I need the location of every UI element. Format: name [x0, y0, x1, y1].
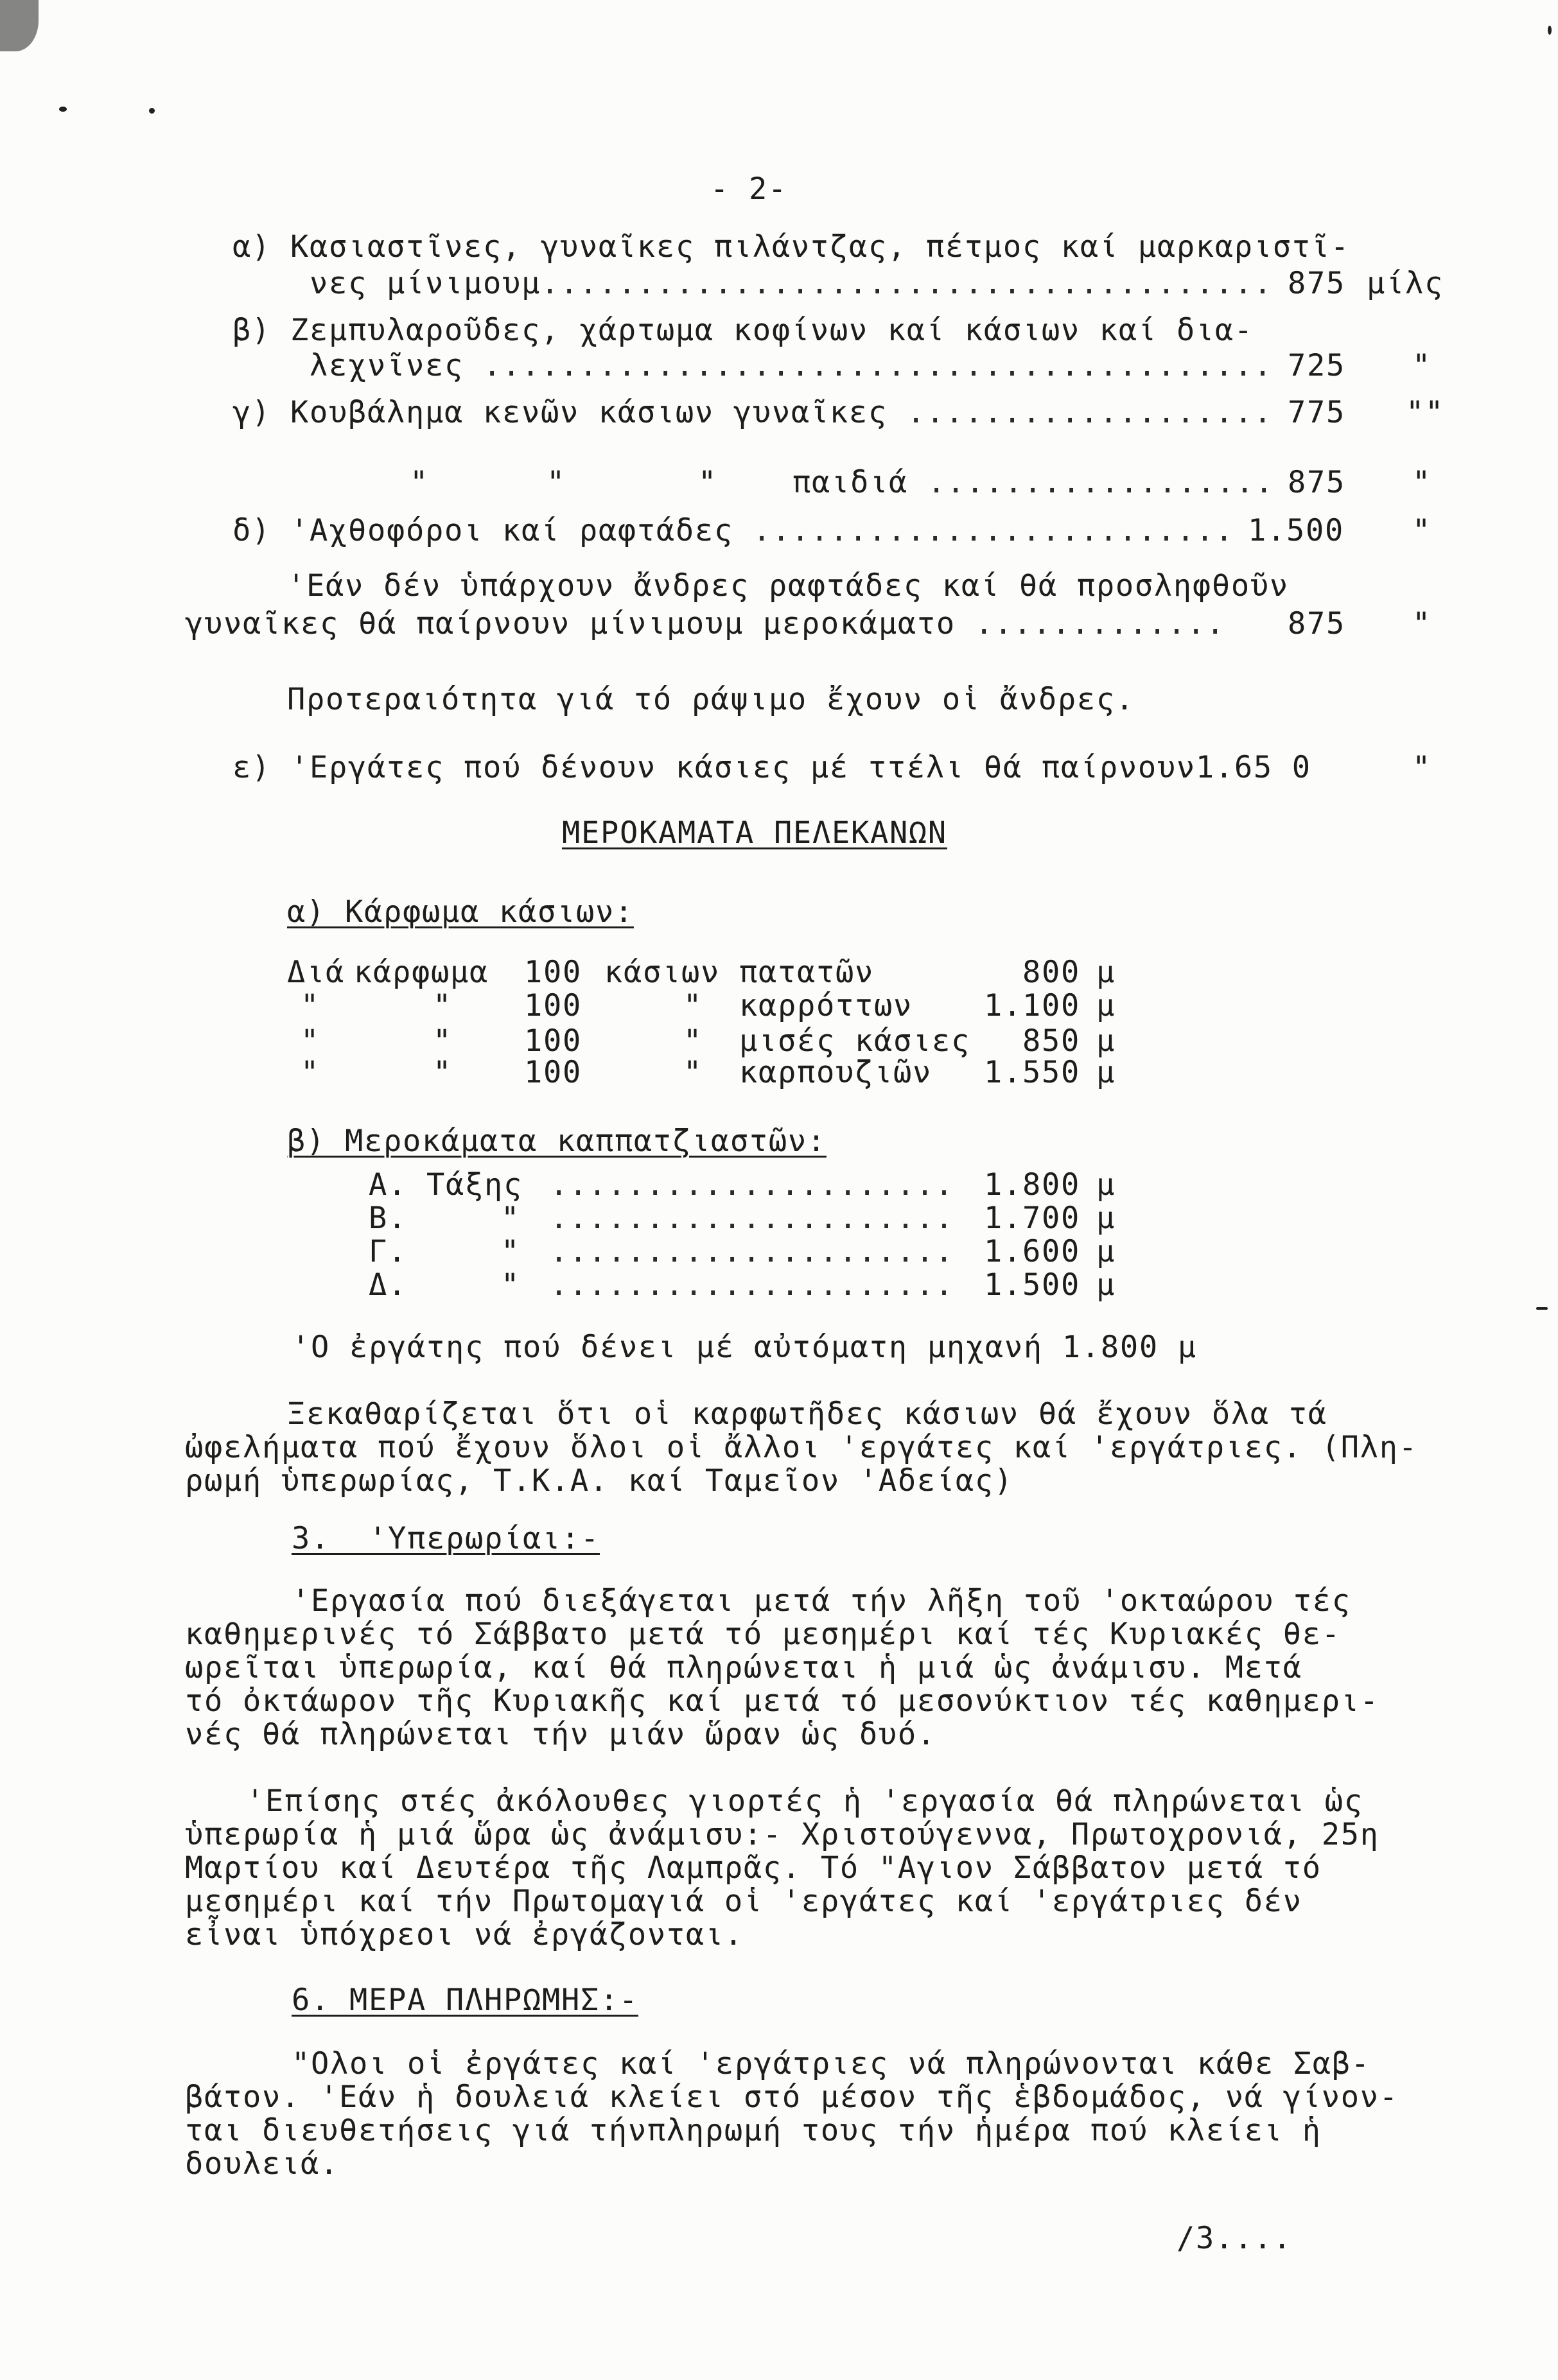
rate-e-unit: " [1412, 750, 1431, 785]
overtime-heading: 3. 'Υπερωρίαι:- [292, 1521, 600, 1556]
grade-unit: μ [1096, 1167, 1116, 1203]
nailing-value: 800 [1022, 955, 1080, 990]
dot-leader [550, 1201, 950, 1237]
rate-a-line2: νες μίνιμουμ [310, 266, 541, 301]
dot-leader [927, 465, 1273, 501]
ditto-mark: " [683, 988, 703, 1023]
ditto-mark: " [410, 465, 429, 500]
rate-c-children-unit: " [1412, 465, 1431, 500]
nailing-unit: μ [1096, 955, 1116, 990]
section-title-pelekanon: ΜΕΡΟΚΑΜΑΤΑ ΠΕΛΕΚΑΝΩΝ [562, 815, 947, 851]
nailing-unit: μ [1096, 988, 1116, 1023]
rate-b-value: 725 [1288, 348, 1345, 383]
scan-speck [149, 108, 155, 114]
women-tailors-line2: γυναῖκες θά παίρνουν μίνιμουμ μεροκάματο [185, 606, 956, 641]
rate-e-label: ε) 'Εργάτες πού δένουν κάσιες μέ ττέλι θά παίρνουν [232, 750, 1196, 785]
overtime-para2-line: ὑπερωρία ἡ μιά ὥρα ὡς ἀνάμισυ:- Χριστούγεννα, Πρωτοχρονιά, 25η [185, 1817, 1379, 1852]
overtime-para1-line: τό ὀκτάωρον τῆς Κυριακῆς καί μετά τό μεσονύκτιον τές καθημερι- [185, 1683, 1379, 1719]
women-tailors-unit: " [1412, 606, 1431, 641]
grade-label: Β. [369, 1201, 407, 1236]
dot-leader [550, 1167, 950, 1203]
scan-speck [1536, 1307, 1548, 1310]
dot-leader [483, 348, 1273, 384]
dot-leader [907, 395, 1273, 431]
grade-unit: μ [1096, 1234, 1116, 1269]
women-tailors-line1: 'Εάν δέν ὑπάρχουν ἄνδρες ραφτάδες καί θά προσληφθοῦν [287, 568, 1289, 604]
grade-class: Τάξης [426, 1167, 523, 1203]
nailing-cell: Διά [287, 955, 345, 990]
overtime-para2-line: μεσημέρι καί τήν Πρωτομαγιά οἱ 'εργάτες καί 'εργάτριες δέν [185, 1884, 1302, 1919]
priority-note: Προτεραιότητα γιά τό ράψιμο ἔχουν οἱ ἄνδρες. [287, 682, 1135, 717]
grade-value: 1.800 [984, 1167, 1080, 1203]
nailing-unit: μ [1096, 1055, 1116, 1090]
ditto-mark: " [433, 1023, 452, 1059]
machine-worker-rate: 'Ο ἐργάτης πού δένει μέ αὐτόματη μηχανή 1.800 μ [292, 1330, 1197, 1365]
dot-leader [550, 1267, 950, 1303]
rate-c-value: 775 [1288, 395, 1345, 430]
scan-speck [59, 107, 67, 112]
dot-leader [753, 513, 1234, 549]
rate-b-line1: β) Ζεμπυλαροῦδες, χάρτωμα κοφίνων καί κάσιων καί δια- [232, 313, 1254, 348]
rate-b-unit: " [1412, 348, 1431, 383]
nailing-cell: κάρφωμα [354, 955, 489, 990]
continued-marker: /3.... [1177, 2221, 1292, 2256]
page-number: - 2- [710, 171, 787, 207]
rate-e-value: 1.65 0 [1195, 750, 1311, 785]
overtime-para1-line: καθημερινές τό Σάββατο μετά τό μεσημέρι καί τές Κυριακές θε- [185, 1617, 1341, 1652]
overtime-para2-line: Μαρτίου καί Δευτέρα τῆς Λαμπρᾶς. Τό "Αγιον Σάββατον μετά τό [185, 1850, 1322, 1886]
rate-c-label: γ) Κουβάλημα κενῶν κάσιων γυναῖκες [232, 395, 888, 430]
overtime-para1-line: ωρεῖται ὑπερωρία, καί θά πληρώνεται ἡ μιά ὡς ἀνάμισυ. Μετά [185, 1650, 1302, 1685]
nailing-item: πατατῶν [739, 955, 874, 990]
kappatziastes-heading: β) Μεροκάματα καππατζιαστῶν: [287, 1124, 827, 1159]
rate-a-line1: α) Κασιαστῖνες, γυναῖκες πιλάντζας, πέτμος καί μαρκαριστῖ- [232, 229, 1350, 265]
payday-heading: 6. ΜΕΡΑ ΠΛΗΡΩΜΗΣ:- [292, 1983, 638, 2018]
ditto-mark: " [301, 1055, 320, 1090]
ditto-mark: " [501, 1201, 520, 1236]
overtime-para2-line: εἶναι ὑπόχρεοι νά ἐργάζονται. [185, 1917, 744, 1952]
dot-leader [975, 606, 1227, 642]
grade-label: Α. [369, 1167, 407, 1203]
grade-label: Γ. [369, 1234, 407, 1269]
clarification-line: ρωμή ὑπερωρίας, Τ.Κ.Α. καί Ταμεῖον 'Αδείας) [185, 1463, 1013, 1498]
nailing-unit: μ [1096, 1023, 1116, 1059]
nailing-qty: 100 [524, 988, 582, 1023]
payday-para-line: δουλειά. [185, 2146, 339, 2182]
ditto-mark: " [301, 1023, 320, 1059]
rate-c-children-label: παιδιά [792, 465, 908, 500]
rate-c-unit: "" [1406, 395, 1444, 430]
rate-c-children-value: 875 [1288, 465, 1345, 500]
overtime-para1-line: νές θά πληρώνεται τήν μιάν ὥραν ὡς δυό. [185, 1717, 936, 1752]
clarification-line: Ξεκαθαρίζεται ὅτι οἱ καρφωτῆδες κάσιων θά ἔχουν ὅλα τά [287, 1396, 1327, 1432]
payday-para-line: "Ολοι οἱ ἐργάτες καί 'εργάτριες νά πληρώνονται κάθε Σαβ- [292, 2046, 1370, 2081]
overtime-para2-line: 'Επίσης στές ἀκόλουθες γιορτές ἡ 'εργασία θά πληρώνεται ὡς [246, 1784, 1363, 1819]
nailing-cell: κάσιων [604, 955, 720, 990]
payday-para-line: βάτον. 'Εάν ἡ δουλειά κλείει στό μέσον τῆς ἑβδομάδος, νά γίνον- [185, 2080, 1399, 2115]
scan-smudge [0, 0, 39, 51]
ditto-mark: " [433, 988, 452, 1023]
nailing-value: 1.550 [984, 1055, 1080, 1090]
rate-d-label: δ) 'Αχθοφόροι καί ραφτάδες [232, 513, 733, 548]
nailing-heading: α) Κάρφωμα κάσιων: [287, 894, 634, 930]
rate-b-line2: λεχνῖνες [310, 348, 464, 383]
ditto-mark: " [547, 465, 566, 500]
nailing-item: μισές κάσιες [739, 1023, 970, 1059]
rate-d-value: 1.500 [1248, 513, 1344, 548]
ditto-mark: " [501, 1234, 520, 1269]
scan-speck [1548, 26, 1552, 35]
nailing-qty: 100 [524, 1055, 582, 1090]
nailing-qty: 100 [524, 1023, 582, 1059]
ditto-mark: " [433, 1055, 452, 1090]
overtime-para1-line: 'Εργασία πού διεξάγεται μετά τήν λῆξη τοῦ 'οκταώρου τές [292, 1583, 1351, 1619]
grade-unit: μ [1096, 1267, 1116, 1303]
women-tailors-value: 875 [1288, 606, 1345, 641]
nailing-value: 1.100 [984, 988, 1080, 1023]
ditto-mark: " [683, 1023, 703, 1059]
grade-label: Δ. [369, 1267, 407, 1303]
rate-d-unit: " [1412, 513, 1431, 548]
nailing-qty: 100 [524, 955, 582, 990]
clarification-line: ὠφελήματα πού ἔχουν ὅλοι οἱ ἄλλοι 'εργάτες καί 'εργάτριες. (Πλη- [185, 1430, 1418, 1465]
nailing-item: καρπουζιῶν [739, 1055, 932, 1090]
rate-a-unit: μίλς [1367, 266, 1444, 301]
payday-para-line: ται διευθετήσεις γιά τήνπληρωμή τους τήν ἡμέρα πού κλείει ἡ [185, 2113, 1322, 2148]
dot-leader [550, 1234, 950, 1270]
dot-leader [541, 266, 1273, 302]
rate-e-line [232, 750, 1311, 786]
ditto-mark: " [501, 1267, 520, 1303]
nailing-item: καρρόττων [739, 988, 913, 1023]
nailing-value: 850 [1022, 1023, 1080, 1059]
ditto-mark: " [301, 988, 320, 1023]
grade-value: 1.700 [984, 1201, 1080, 1236]
ditto-mark: " [698, 465, 717, 500]
ditto-mark: " [683, 1055, 703, 1090]
grade-value: 1.500 [984, 1267, 1080, 1303]
grade-unit: μ [1096, 1201, 1116, 1236]
rate-a-value: 875 [1288, 266, 1345, 301]
grade-value: 1.600 [984, 1234, 1080, 1269]
